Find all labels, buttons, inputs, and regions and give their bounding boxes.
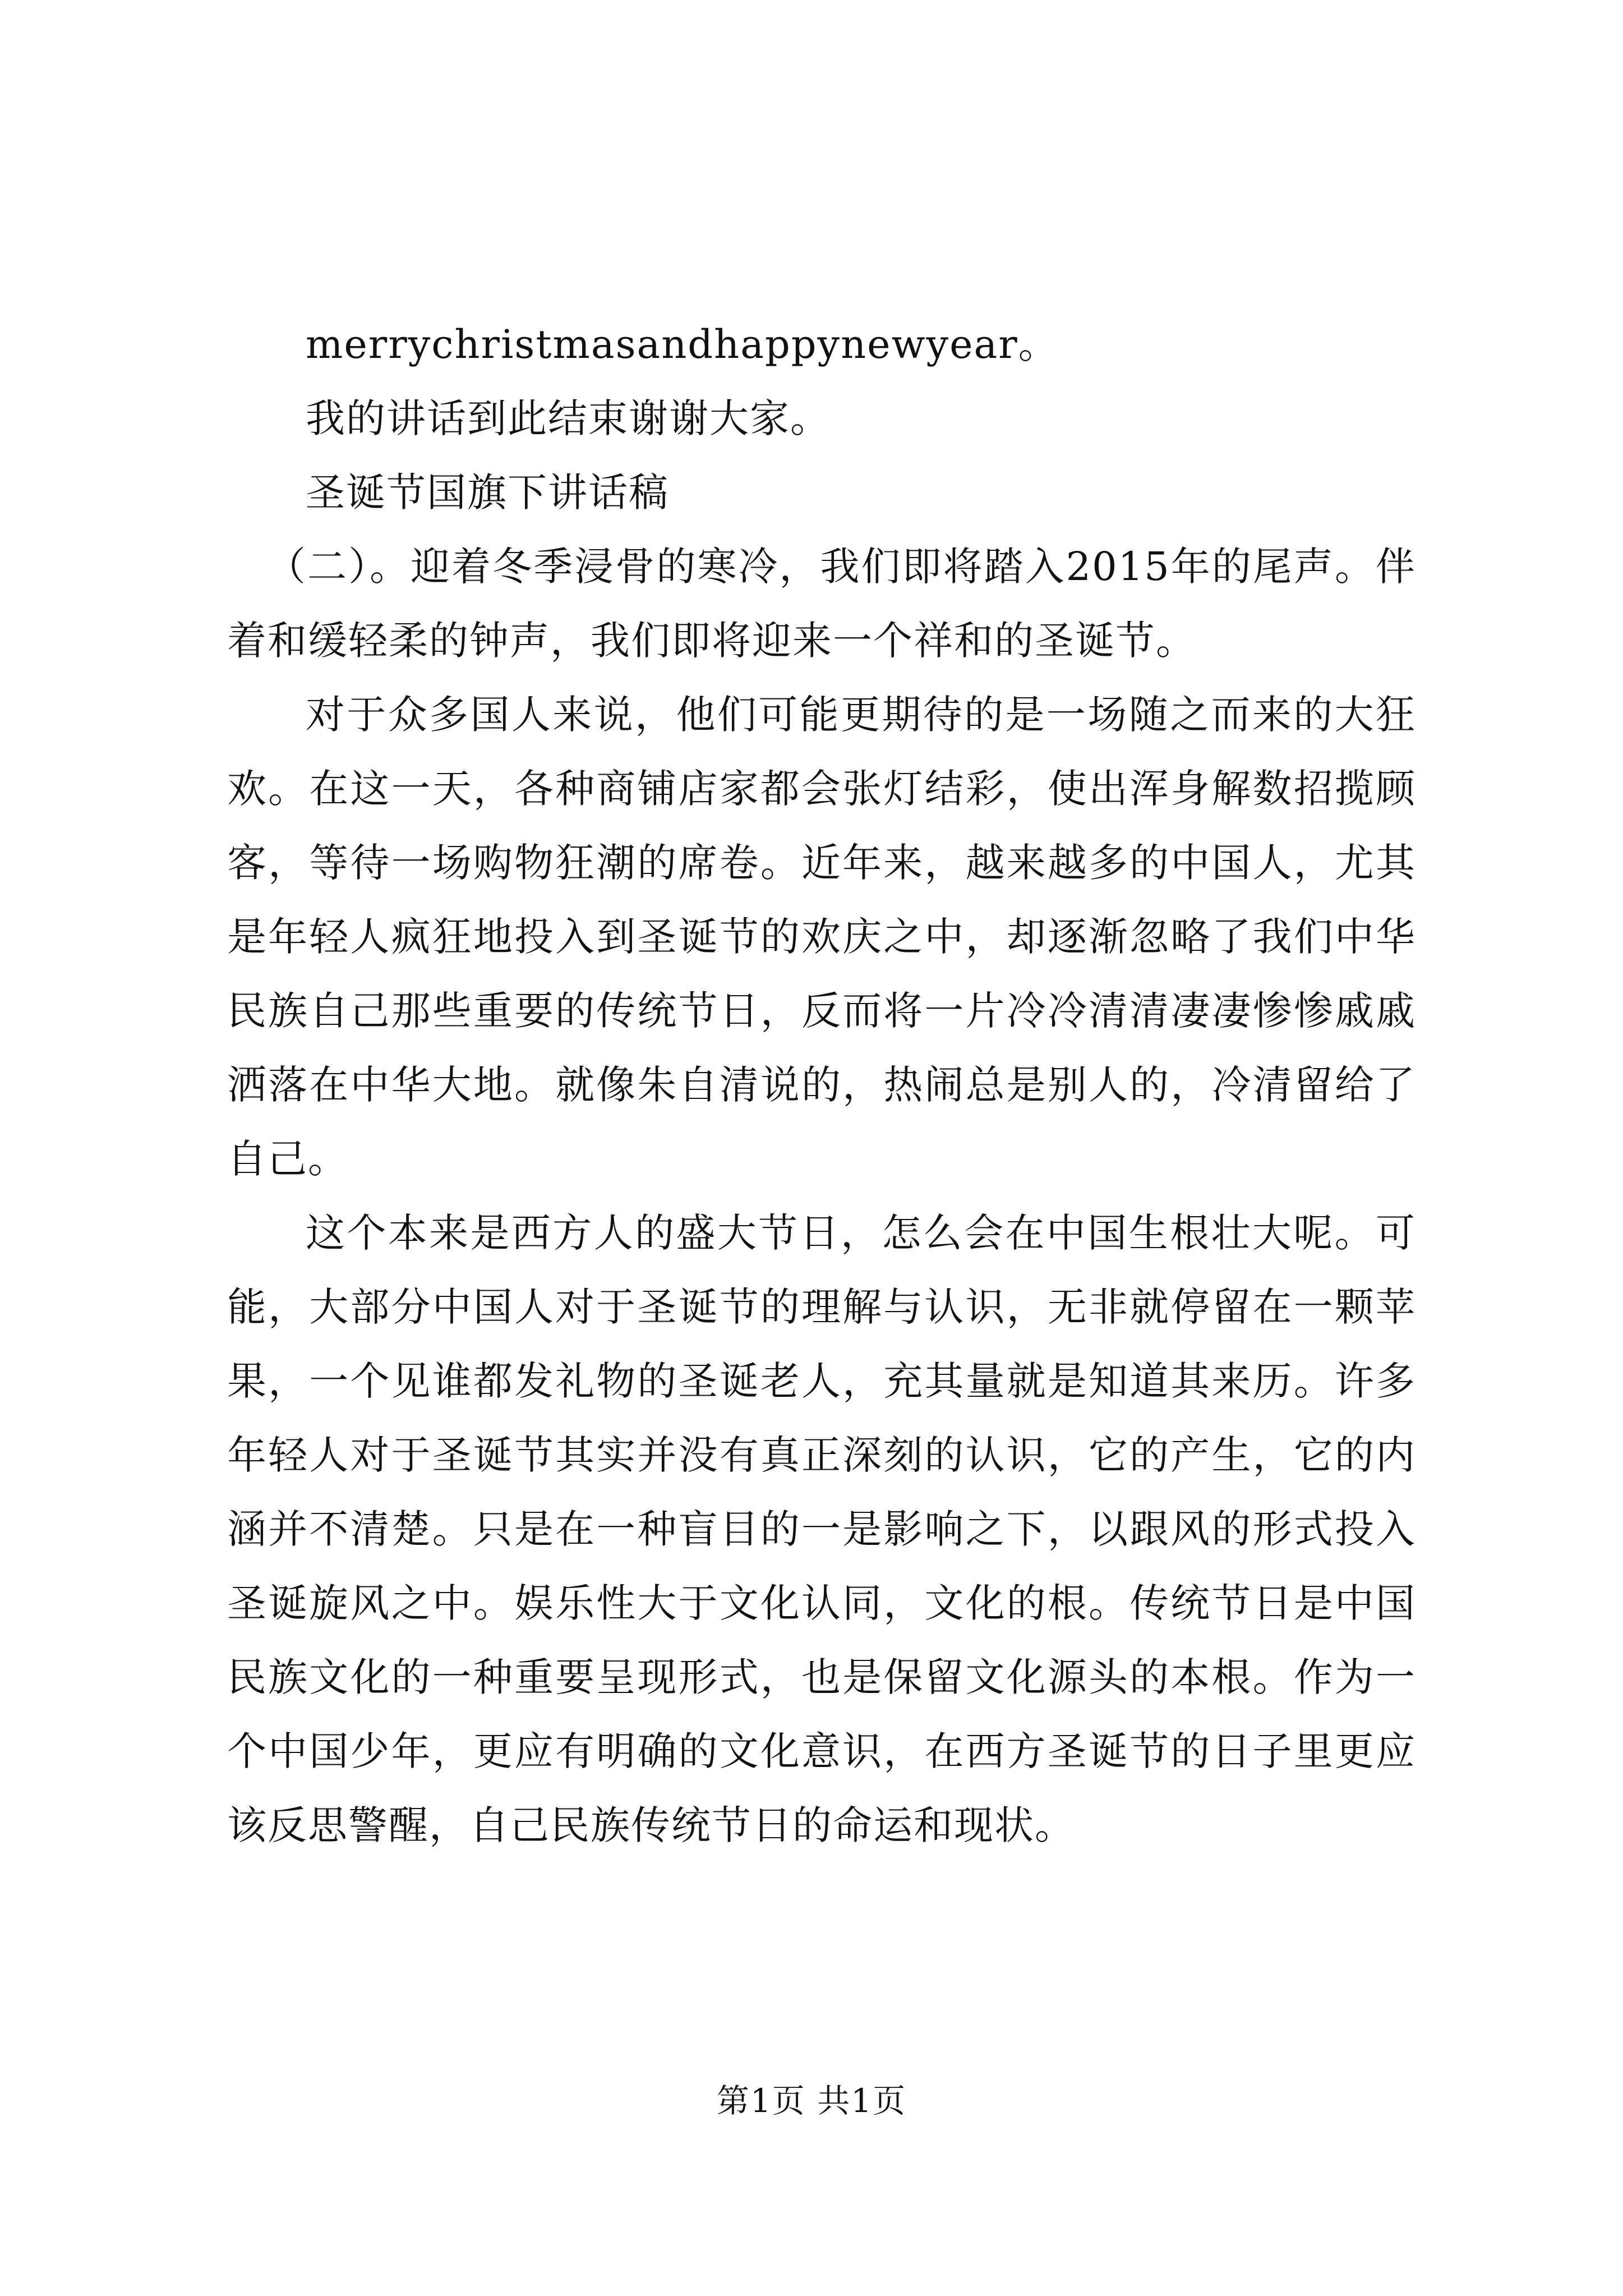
document-body [227, 307, 1416, 1862]
paragraph-body-2: 这个本来是西方人的盛大节日，怎么会在中国生根壮大呢。可能，大部分中国人对于圣诞节的理解与认识，无非就停留在一颗苹果，一个见谁都发礼物的圣诞老人，充其量就是知道其来历。许多年轻人对于圣诞节其实并没有真正深刻的认识，它的产生，它的内涵并不清楚。只是在一种盲目的一是影响之下，以跟风的形式投入圣诞旋风之中。娱乐性大于文化认同，文化的根。传统节日是中国民族文化的一种重要呈现形式，也是保留文化源头的本根。作为一个中国少年，更应有明确的文化意识，在西方圣诞节的日子里更应该反思警醒，自己民族传统节日的命运和现状。 [227, 1210, 1416, 1848]
paragraph-closing-thanks: 我的讲话到此结束谢谢大家。 [306, 395, 831, 441]
paragraph-body-1: 对于众多国人来说，他们可能更期待的是一场随之而来的大狂欢。在这一天，各种商铺店家都会张灯结彩，使出浑身解数招揽顾客，等待一场购物狂潮的席卷。近年来，越来越多的中国人，尤其是年轻人疯狂地投入到圣诞节的欢庆之中，却逐渐忽略了我们中华民族自己那些重要的传统节日，反而将一片冷冷清清凄凄惨惨戚戚洒落在中华大地。就像朱自清说的，热闹总是别人的，冷清留给了自己。 [227, 692, 1416, 1182]
section-heading: 圣诞节国旗下讲话稿 [306, 470, 669, 516]
paragraph-intro: （二）。迎着冬季浸骨的寒冷，我们即将踏入2015年的尾声。伴着和缓轻柔的钟声，我们即将迎来一个祥和的圣诞节。 [227, 544, 1416, 664]
page-footer: 第1页 共1页 [716, 2082, 907, 2120]
paragraph-closing-english: merrychristmasandhappynewyear。 [306, 321, 1059, 367]
